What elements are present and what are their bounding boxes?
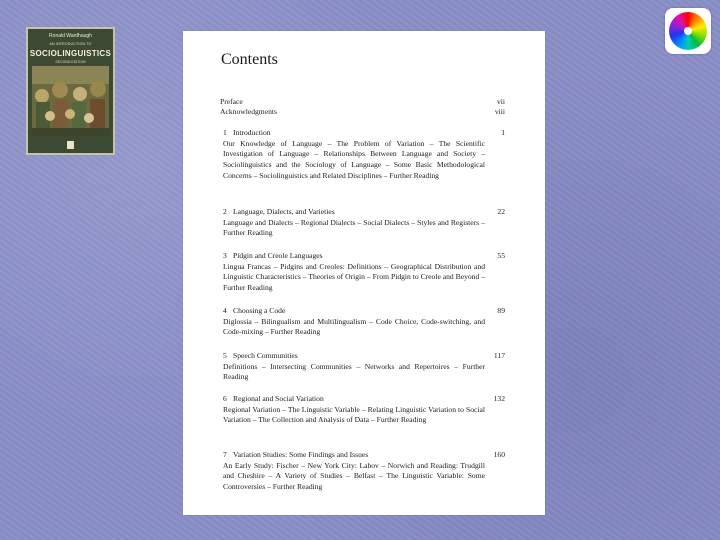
chapter-entry-4 xyxy=(223,306,505,338)
chapter-number: 2 xyxy=(223,207,227,216)
color-wheel-hub xyxy=(684,27,692,35)
chapter-page: 117 xyxy=(493,351,505,360)
book-cover-image xyxy=(26,27,115,155)
chapter-number: 6 xyxy=(223,394,227,403)
chapter-entry-6 xyxy=(223,394,505,426)
chapter-description: Diglossia – Bilingualism and Multilingualism – Code Choice, Code-switching, and Code-mixing – Further Reading xyxy=(223,316,485,337)
chapter-title: Speech Communities xyxy=(233,351,298,360)
front-matter-page: viii xyxy=(494,107,505,116)
chapter-entry-1 xyxy=(223,128,505,182)
cover-author: Ronald Wardhaugh xyxy=(49,33,92,39)
cover-intro-line: AN INTRODUCTION TO xyxy=(49,42,92,46)
cover-edition: SECOND EDITION xyxy=(55,60,86,64)
chapter-description: An Early Study: Fischer – New York City: Labov – Norwich and Reading: Trudgill and Cheshire – A Variety of Studies – Belfast – The Linguistic Variable: Some Controversies – Further Reading xyxy=(223,460,485,492)
front-matter-preface xyxy=(220,97,505,106)
chapter-number: 3 xyxy=(223,251,227,260)
chapter-description: Regional Variation – The Linguistic Variable – Relating Linguistic Variation to Social Variation – The Collection and Analysis of Data – Further Reading xyxy=(223,404,485,425)
chapter-entry-5 xyxy=(223,351,505,383)
front-matter-label: Acknowledgments xyxy=(220,107,277,116)
front-matter-acknowledgments xyxy=(220,107,505,116)
chapter-page: 22 xyxy=(497,207,505,216)
chapter-description: Our Knowledge of Language – The Problem of Variation – The Scientific Investigation of Language – Relationships Between Language and Society – Sociolinguistics and the Sociology of Language – Some Basic Methodological Concerns – Sociolinguistics and Related Disciplines – Further Reading xyxy=(223,138,485,180)
chapter-entry-3 xyxy=(223,251,505,294)
cover-title: SOCIOLINGUISTICS xyxy=(29,49,112,58)
chapter-page: 89 xyxy=(497,306,505,315)
chapter-description: Lingua Francas – Pidgins and Creoles: Definitions – Geographical Distribution and Linguistic Characteristics – Theories of Origin – From Pidgin to Creole and Beyond – Further Reading xyxy=(223,261,485,293)
chapter-title: Regional and Social Variation xyxy=(233,394,324,403)
chapter-entry-7 xyxy=(223,450,505,493)
chapter-description: Definitions – Intersecting Communities – Networks and Repertoires – Further Reading xyxy=(223,361,485,382)
chapter-title: Choosing a Code xyxy=(233,306,286,315)
chapter-title: Language, Dialects, and Varieties xyxy=(233,207,335,216)
chapter-number: 1 xyxy=(223,128,227,137)
front-matter-label: Preface xyxy=(220,97,243,106)
chapter-description: Language and Dialects – Regional Dialects – Social Dialects – Styles and Registers – Further Reading xyxy=(223,217,485,238)
chapter-title: Variation Studies: Some Findings and Issues xyxy=(233,450,369,459)
chapter-number: 5 xyxy=(223,351,227,360)
chapter-page: 132 xyxy=(493,394,505,403)
publisher-logo xyxy=(67,141,74,149)
front-matter-page: vii xyxy=(496,97,505,106)
page-title: Contents xyxy=(221,51,278,68)
chapter-page: 1 xyxy=(501,128,505,137)
chapter-title: Pidgin and Creole Languages xyxy=(233,251,323,260)
chapter-entry-2 xyxy=(223,207,505,239)
cover-illustration xyxy=(32,66,109,136)
chapter-page: 55 xyxy=(497,251,505,260)
chapter-page: 160 xyxy=(493,450,505,459)
chapter-title: Introduction xyxy=(233,128,271,137)
color-wheel-icon xyxy=(665,8,711,54)
contents-page xyxy=(183,31,545,515)
chapter-number: 7 xyxy=(223,450,227,459)
chapter-number: 4 xyxy=(223,306,227,315)
